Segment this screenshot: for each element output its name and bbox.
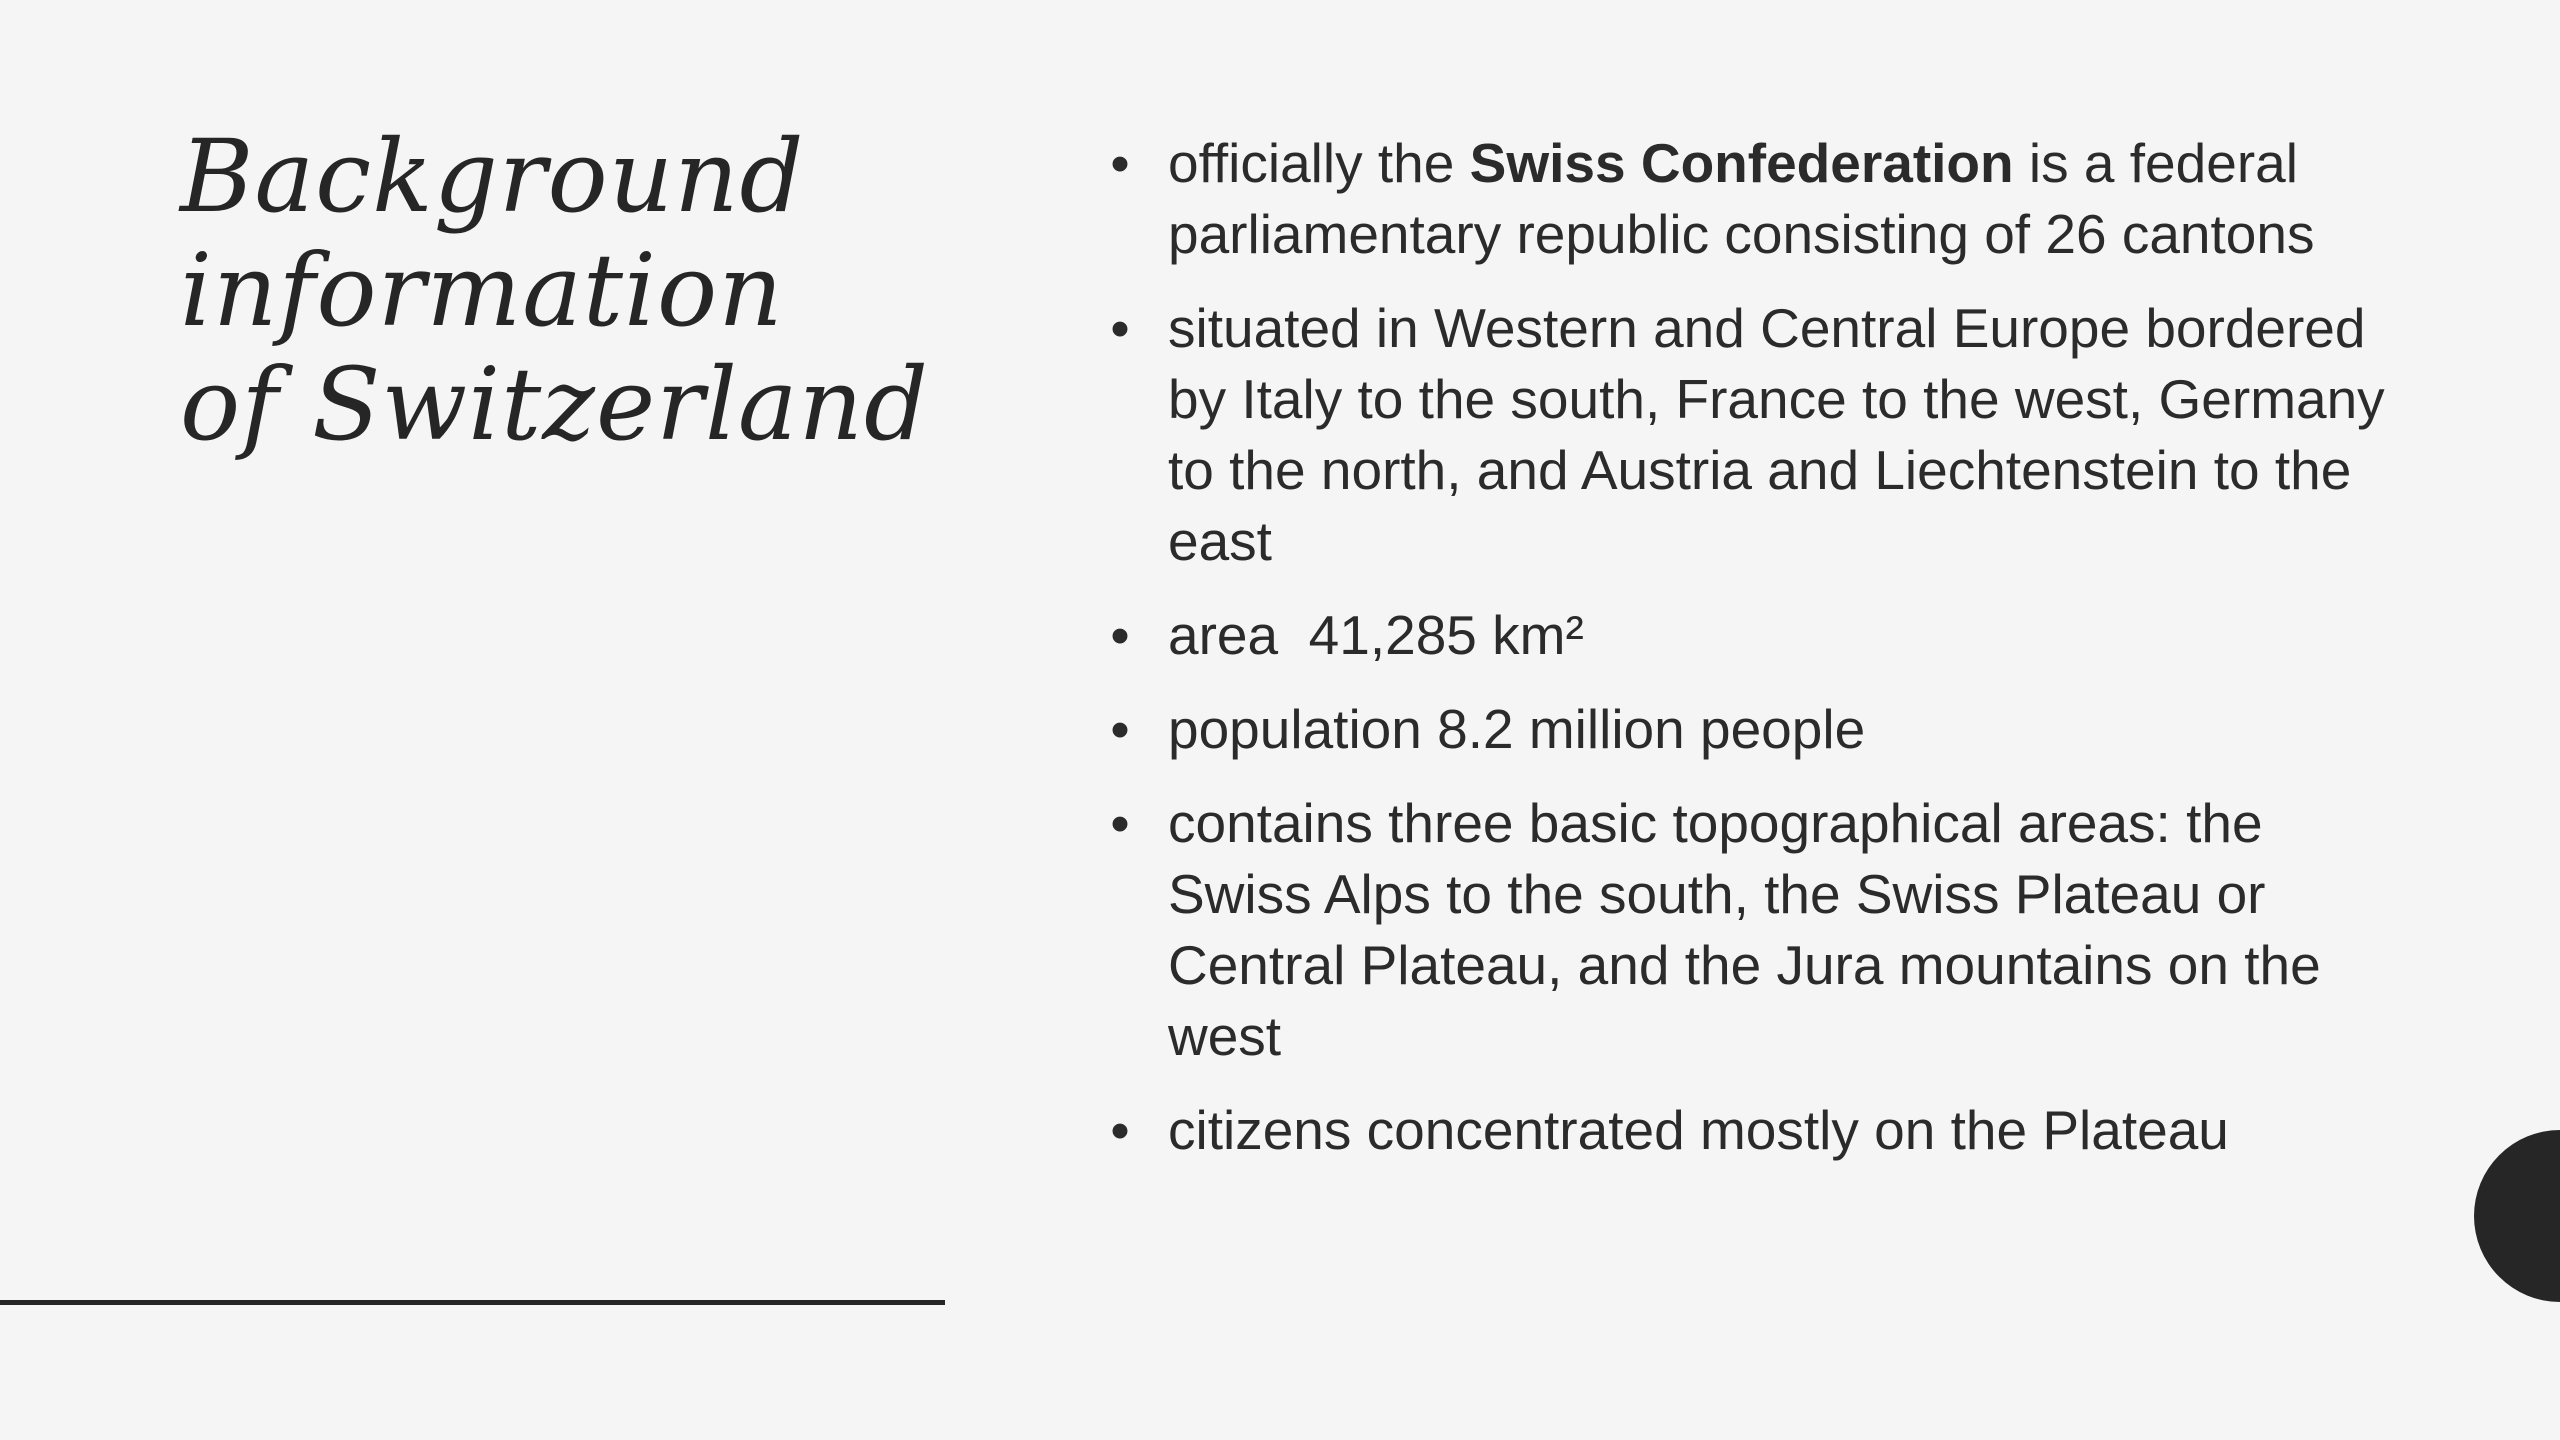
bullet-text: area 41,285 km²: [1168, 604, 1584, 666]
bullet-icon: •: [1110, 132, 1130, 194]
bullet-icon: •: [1110, 1099, 1130, 1161]
bullet-text: situated in Western and Central Europe bordered by Italy to the south, France to the west, Germany to the north, and Austria and Liechtenstein to the east: [1168, 297, 2385, 572]
bullet-text-after: is a federal parliamentary republic consisting of 26 cantons: [1168, 132, 2315, 265]
bullet-item: [1100, 293, 2390, 577]
bullet-item: [1100, 694, 2390, 765]
bullet-text: contains three basic topographical areas: the Swiss Alps to the south, the Swiss Plateau or Central Plateau, and the Jura mountains on the west: [1168, 792, 2321, 1067]
bullet-icon: •: [1110, 792, 1130, 854]
bullet-icon: •: [1110, 297, 1130, 359]
bullet-item: [1100, 1095, 2390, 1166]
bullet-text-before: officially the: [1168, 132, 1470, 194]
bullet-text-bold: Swiss Confederation: [1469, 132, 2014, 194]
divider-line: [0, 1300, 945, 1305]
slide-title-line: information: [180, 232, 784, 349]
decorative-circle: [2474, 1130, 2560, 1302]
slide-title-line: of Switzerland: [180, 346, 929, 463]
bullet-text: population 8.2 million people: [1168, 698, 1866, 760]
slide-title-line: Background: [180, 118, 805, 235]
slide-title: [180, 120, 980, 462]
bullet-item: [1100, 788, 2390, 1072]
bullet-icon: •: [1110, 604, 1130, 666]
bullet-text: citizens concentrated mostly on the Plateau: [1168, 1099, 2229, 1161]
bullet-item: [1100, 600, 2390, 671]
bullet-item: [1100, 128, 2390, 270]
bullet-list: [1100, 128, 2390, 1189]
bullet-icon: •: [1110, 698, 1130, 760]
